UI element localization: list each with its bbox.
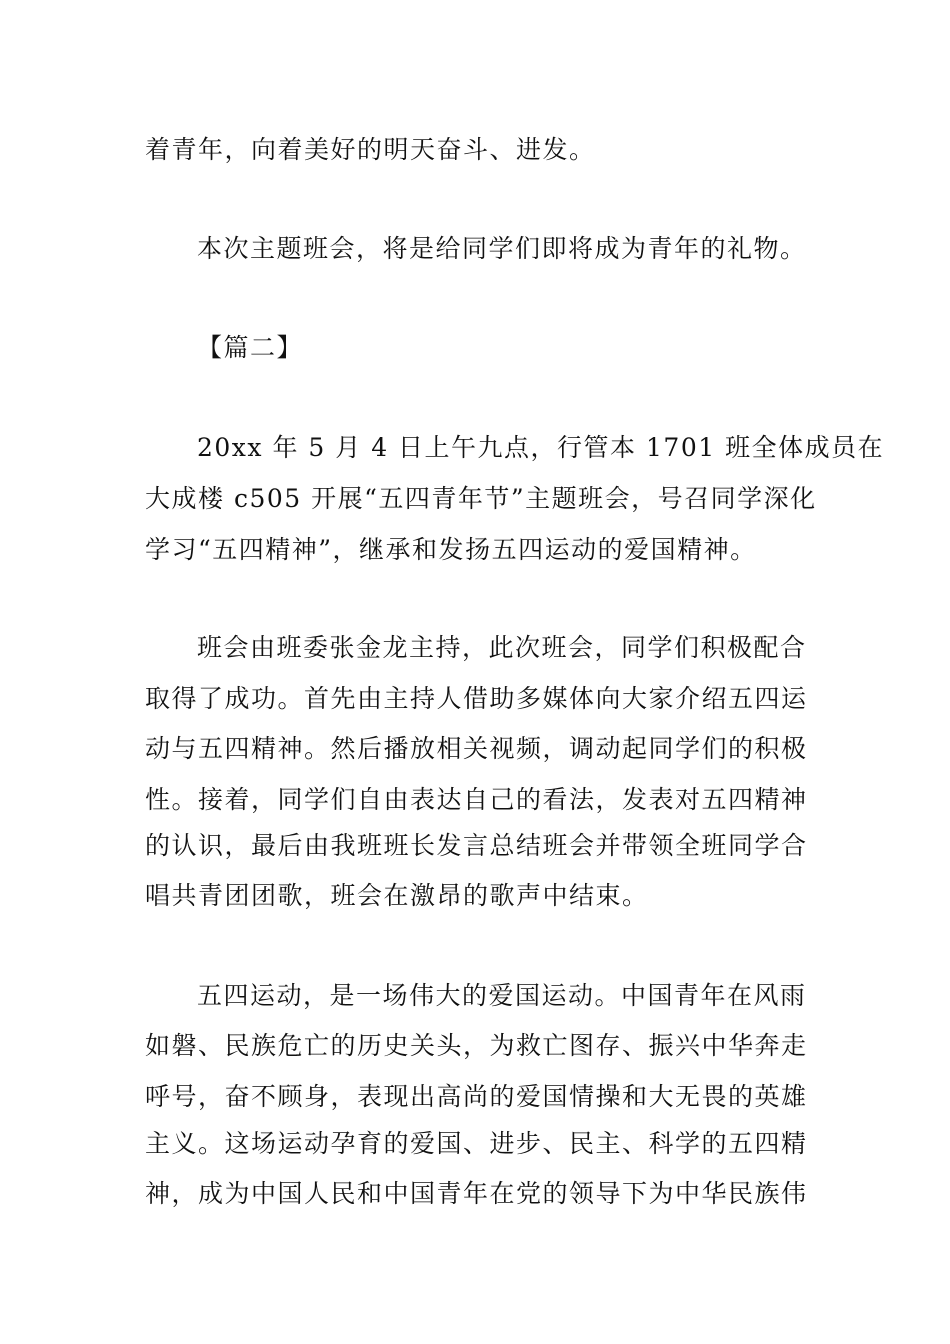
paragraph-line: 学习“五四精神”，继承和发扬五四运动的爱国精神。	[145, 535, 757, 564]
paragraph-line: 班会由班委张金龙主持，此次班会，同学们积极配合	[197, 633, 807, 662]
section-heading: 【篇二】	[197, 333, 304, 362]
paragraph-line: 本次主题班会，将是给同学们即将成为青年的礼物。	[197, 234, 807, 263]
paragraph-line: 唱共青团团歌，班会在激昂的歌声中结束。	[145, 881, 649, 910]
paragraph-line: 如磐、民族危亡的历史关头，为救亡图存、振兴中华奔走	[145, 1031, 808, 1060]
paragraph-line: 神，成为中国人民和中国青年在党的领导下为中华民族伟	[145, 1179, 808, 1208]
paragraph-line: 动与五四精神。然后播放相关视频，调动起同学们的积极	[145, 734, 808, 763]
paragraph-line: 主义。这场运动孕育的爱国、进步、民主、科学的五四精	[145, 1129, 808, 1158]
paragraph-line: 的认识，最后由我班班长发言总结班会并带领全班同学合	[145, 831, 808, 860]
paragraph-line: 取得了成功。首先由主持人借助多媒体向大家介绍五四运	[145, 684, 808, 713]
paragraph-line: 20xx 年 5 月 4 日上午九点，行管本 1701 班全体成员在	[197, 433, 885, 462]
paragraph-line: 呼号，奋不顾身，表现出高尚的爱国情操和大无畏的英雄	[145, 1082, 808, 1111]
paragraph-line: 着青年，向着美好的明天奋斗、进发。	[145, 135, 596, 164]
paragraph-line: 大成楼 c505 开展“五四青年节”主题班会，号召同学深化	[145, 484, 817, 513]
paragraph-line: 五四运动，是一场伟大的爱国运动。中国青年在风雨	[197, 981, 807, 1010]
paragraph-line: 性。接着，同学们自由表达自己的看法，发表对五四精神	[145, 785, 808, 814]
